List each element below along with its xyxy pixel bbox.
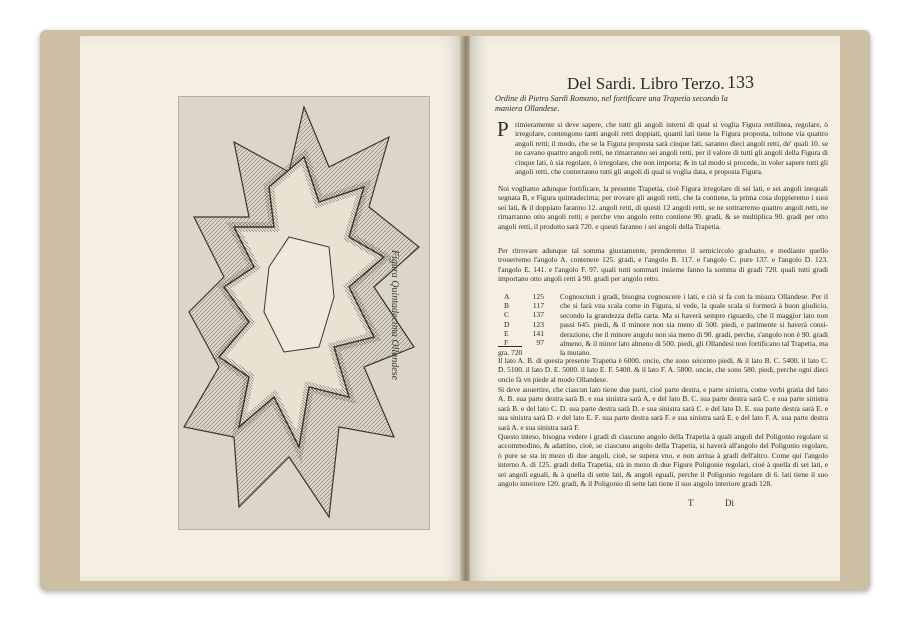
chapter-subtitle: Ordine di Pietro Sardi Romano, nel fortificare una Trapetia secondo la maniera Ollandese. [495, 94, 728, 113]
angles-total: gra. 720 [498, 348, 523, 357]
angles-table [504, 292, 544, 347]
angle-row: A 125 [504, 292, 544, 301]
paragraph-2: Noi vogliamo adunque fortificare, la presente Trapetia, cioè Figura irregolare di sei lati, e sei angoli inequali segnata B, e Figura quintadecima; per trovare gli angoli retti, che la contiene, la prima cosa doppieremo i suoi sei lati, & il doppiato faranno 12. angoli retti, di questi 12 angoli retti, se ne sottrarremo quattro angoli retti, ne rimarranno otto angoli retti; e perche vno angolo retto contiene 90. gradi, & se multiplica 90. gradi per otto angoli retti, il prodotto sarà 720. e questi faranno i sei angoli della Trapetia. [498, 184, 828, 231]
angle-row: C 137 [504, 310, 544, 320]
paragraph-3: Per ritrovare adunque tal somma giustamente, prenderemo il semicircolo graduato, e mediante quello trouerremo l'angolo A. contenere 125. gradi, e l'angolo B. 117. e l'angolo C. pure 137. e l'angolo D. 123. l'angolo E. 141. e l'angolo F. 97. quali tutti sommati insieme fanno la somma di gradi 720. quali tutti gradi importano otto angoli retti à 90. gradi per angolo retto. [498, 246, 828, 284]
angle-row: B 117 [504, 301, 544, 311]
plate-caption: Figura Quintadecima Ollandese [389, 250, 400, 380]
paragraph-6: Questo inteso, bisogna vedere i gradi di ciascuno angolo della Trapetia à quali angoli del Poligonio regolare si accommodino, & adattino, cioè, se ciascuno angolo della Trapetia, si haverà all'angolo del Poligonio regolare, ò pure se sta in mezo di due angoli, cioè, se supera vno, e non arriua à gradi dell'altro. Come qui l'angolo interno A. di 125. gradi della Trapetia, stà in mezo di due Figure Poligonie regolari, cioè à quella di sei lati, e sei angoli eguali, & à quella di sette lati, & angoli eguali, perche il Poligonio regolare di 6. lati tiene il suo angolo interiore 120. gradi, & il Poligonio di sette lati tiene il suo angolo interiore gradi 128. [498, 432, 828, 489]
angle-row: F 97 [504, 338, 544, 348]
signature-mark: T [688, 498, 694, 508]
catchword: Di [725, 498, 734, 508]
angle-row: D 123 [504, 319, 544, 329]
running-head: Del Sardi. Libro Terzo. [567, 74, 725, 93]
paragraph-5: Si deve auuertire, che ciascun lato tiene due parti, cioè parte destra, e parte sinistra, come verbi gratia del lato A. B. sua parte destra sarà B. e sua sinistra sarà A, e del lato B. C. sua parte destra sarà C. e sua parte sinistra sarà B. e del lato C. D. sua parte destra sarà D. e sua sinistra sarà C. e del lato D. E. sua parte destra sarà E. e sua sinistra sarà D. e del lato E. F. sua parte destra sarà F. e sua sinistra sarà E. e del lato F. A. sua parte destra sarà A. e sua sinistra sarà F. [498, 385, 828, 432]
angle-row: E 141 [504, 328, 544, 338]
angles-note: Cognosciuti i gradi, bisogna cognoscere i lati, e ciò si fa con la misura Ollandese. Per il che si farà vna scala come in Figura, si vede, la quale scala si formerà à buon giudicio, secondo la grandezza della carta. Ma si haverà sempre riguardo, che il maggior lato non passi 645. piedi, & il minore non sia meno di 500. piedi, e parimente si haverà considerazione, che il minore angolo non sia meno di 90. gradi, perche, s'angolo non è 90. gradi almeno, & il minor lato almeno di 500. piedi, gli Ollandesi non fortificano tal Trapetia, ma la mutano. [560, 292, 828, 358]
paragraph-4: Il lato A. B. di questa presente Trapetia è 6000. oncie, che sono seicento piedi, & il lato B. C. 5400. il lato C. D. 5100. il lato D. E. 5000. il lato E. F. 5400. & il lato F. A. 5800. oncie, che sono 580. piedi, perche ogni dieci oncie fà vn piede al modo Ollandese. [498, 356, 828, 384]
page-number: 133 [727, 72, 754, 92]
drop-initial: P [497, 117, 509, 141]
paragraph-1: rimieramente si deve sapere, che tutti gli angoli interni di qual si voglia Figura rettilinea, regolare, ò irregolare, contengono tanti angoli retti doppiati, quanti lati tiene la Figura proposta, toltone via quattro angoli retti; il modo, che se la Figura proposta sarà cinque lati, saranno dieci angoli retti, de' quali 10. se ne cavano quattro angoli retti, ne rimarranno sei angoli retti, per il valore di tutti gli angoli della Figura di cinque lati, ò sia regolare, ò irregolare, che non importa; & in tal modo si procede, in voler sapere tutti gli angoli retti, che conterranno tutti gli angoli di qual si voglia data, e proposta Figura. [515, 120, 828, 177]
